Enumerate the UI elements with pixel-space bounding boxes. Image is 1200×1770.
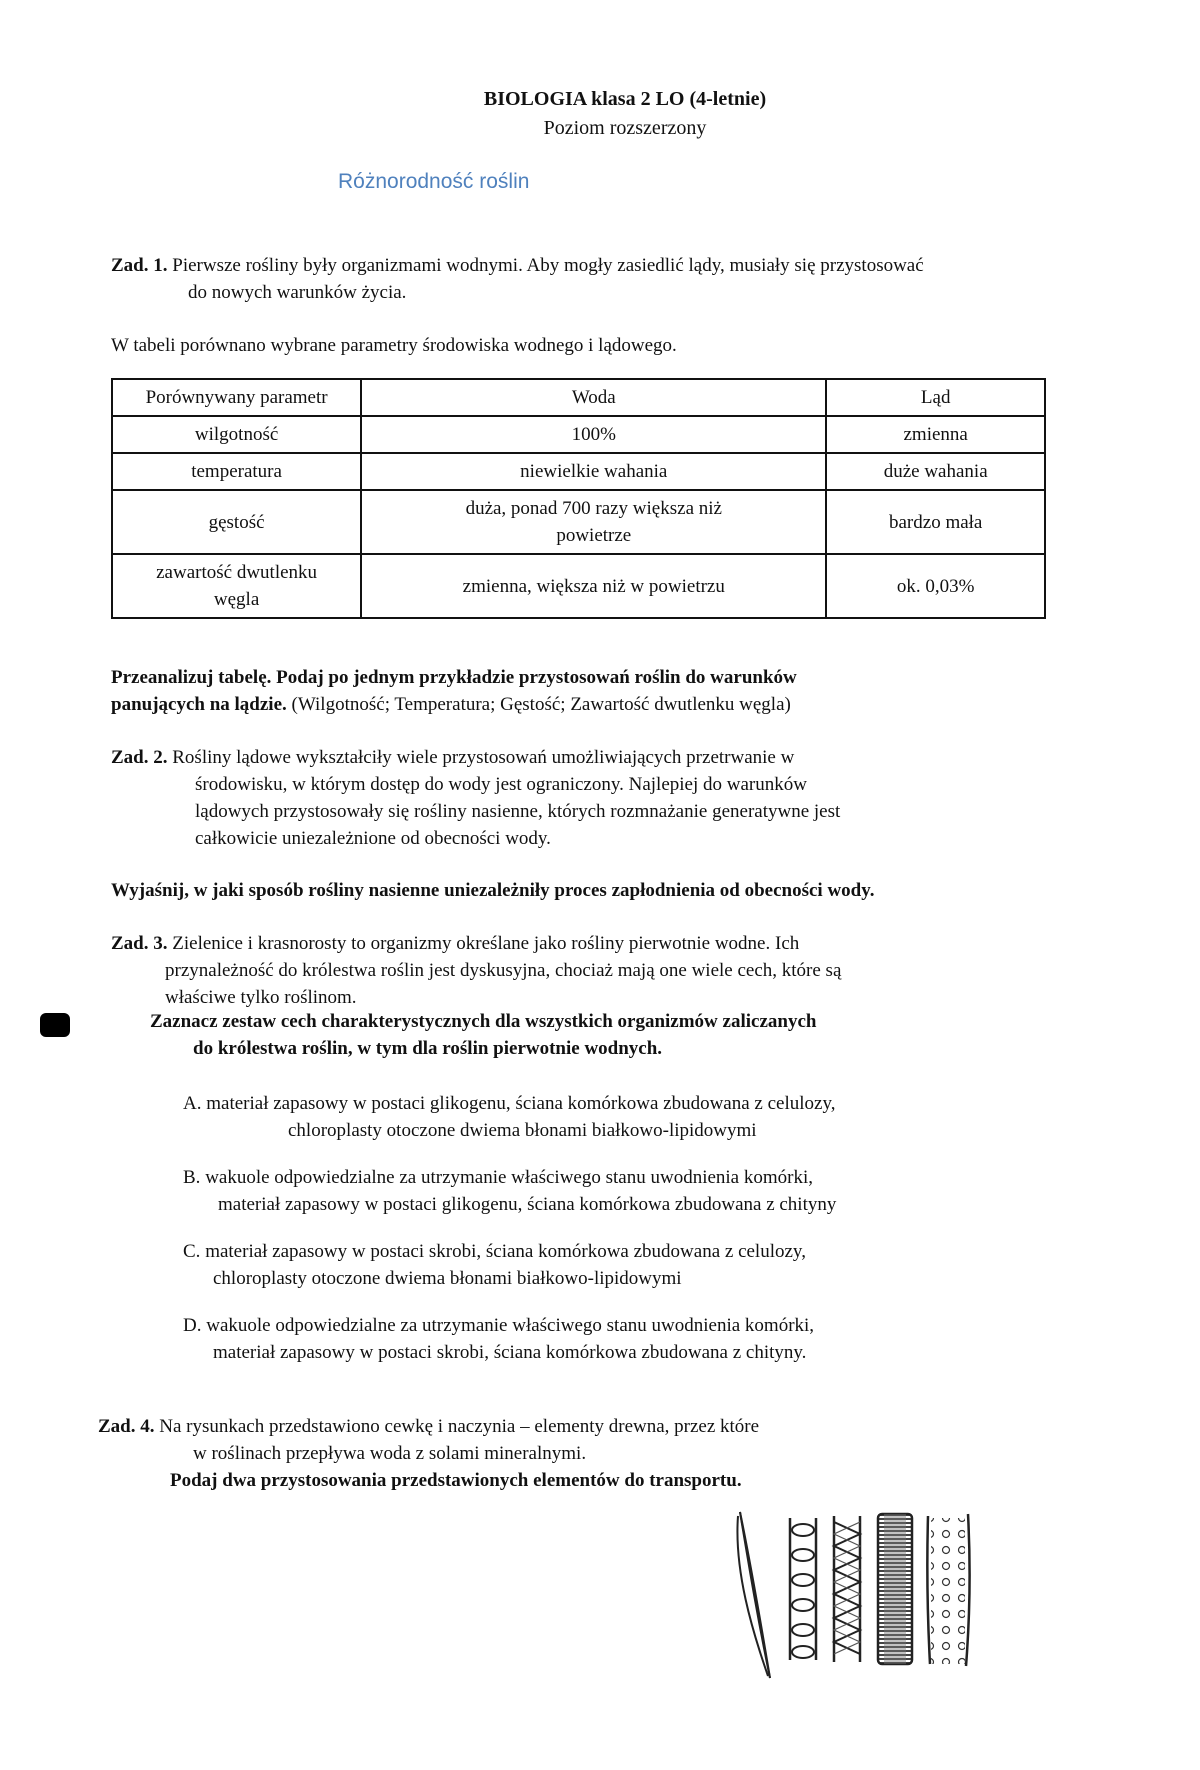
topic-heading: Różnorodność roślin (338, 170, 530, 193)
table-row (112, 453, 1045, 490)
zad2-task: Wyjaśnij, w jaki sposób rośliny nasienne uniezależniły proces zapłodnienia od obecności wody. (111, 880, 875, 901)
table-cell: 100% (361, 416, 826, 453)
zad1-task-line2 (111, 691, 791, 718)
table-row (112, 490, 1045, 554)
tracheid-drawing (737, 1512, 770, 1678)
table-cell: wilgotność (112, 416, 361, 453)
annular-vessel-drawing (790, 1518, 816, 1660)
table-cell: gęstość (112, 490, 361, 554)
zad3-task-line2: do królestwa roślin, w tym dla roślin pierwotnie wodnych. (193, 1038, 663, 1059)
option-letter: C. (183, 1241, 201, 1262)
option-text: materiał zapasowy w postaci skrobi, ściana komórkowa zbudowana z celulozy, (205, 1241, 806, 1262)
zad1-text-line2: do nowych warunków życia. (188, 282, 407, 303)
zad3-line3: właściwe tylko roślinom. (165, 987, 357, 1008)
table-row (112, 416, 1045, 453)
zad1-text-line1 (111, 252, 924, 279)
option-d-line2: materiał zapasowy w postaci skrobi, ściana komórkowa zbudowana z chityny. (213, 1342, 807, 1363)
zad4-label: Zad. 4. (98, 1416, 155, 1437)
zad2-line2: środowisku, w którym dostęp do wody jest ograniczony. Najlepiej do warunków (195, 774, 807, 795)
zad2-line3: lądowych przystosowały się rośliny nasienne, których rozmnażanie generatywne jest (195, 801, 841, 822)
table-header-cell: Ląd (826, 379, 1045, 416)
zad1-text: Pierwsze rośliny były organizmami wodnymi. Aby mogły zasiedlić lądy, musiały się przystosować (172, 255, 924, 276)
table-cell: duże wahania (826, 453, 1045, 490)
zad1-label: Zad. 1. (111, 255, 168, 276)
zad2-line4: całkowicie uniezależnione od obecności wody. (195, 828, 551, 849)
option-letter: B. (183, 1167, 201, 1188)
zad4-line2: w roślinach przepływa woda z solami mineralnymi. (193, 1443, 587, 1464)
table-cell: temperatura (112, 453, 361, 490)
table-cell: bardzo mała (826, 490, 1045, 554)
zad4-line1 (98, 1413, 759, 1440)
zad3-task-line1: Zaznacz zestaw cech charakterystycznych dla wszystkich organizmów zaliczanych (150, 1011, 817, 1032)
zad3-label: Zad. 3. (111, 933, 168, 954)
table-cell: zmienna, większa niż w powietrzu (361, 554, 826, 618)
table-cell: ok. 0,03% (826, 554, 1045, 618)
table-cell: zawartość dwutlenku węgla (112, 554, 361, 618)
margin-marker (40, 1013, 70, 1037)
zad1-task-line1: Przeanalizuj tabelę. Podaj po jednym przykładzie przystosowań roślin do warunków (111, 667, 797, 688)
zad1-task-hint: (Wilgotność; Temperatura; Gęstość; Zawartość dwutlenku węgla) (291, 694, 791, 715)
table-row (112, 554, 1045, 618)
option-letter: A. (183, 1093, 202, 1114)
pitted-vessel-drawing (927, 1514, 969, 1666)
table-header-cell: Woda (361, 379, 826, 416)
option-a[interactable] (183, 1090, 835, 1117)
option-letter: D. (183, 1315, 202, 1336)
option-c[interactable] (183, 1238, 806, 1265)
table-cell: niewielkie wahania (361, 453, 826, 490)
option-c-line2: chloroplasty otoczone dwiema błonami białkowo-lipidowymi (213, 1268, 682, 1289)
zad1-table-intro: W tabeli porównano wybrane parametry środowiska wodnego i lądowego. (111, 335, 677, 356)
document-subtitle: Poziom rozszerzony (543, 117, 707, 139)
table-header-row (112, 379, 1045, 416)
zad1-task-bold: panujących na lądzie. (111, 694, 287, 715)
document-title: BIOLOGIA klasa 2 LO (4-letnie) (483, 88, 767, 110)
option-b[interactable] (183, 1164, 813, 1191)
option-b-line2: materiał zapasowy w postaci glikogenu, ściana komórkowa zbudowana z chityny (218, 1194, 837, 1215)
table-cell: duża, ponad 700 razy większa niż powietrze (361, 490, 826, 554)
parameters-table (111, 378, 1046, 619)
table-cell: zmienna (826, 416, 1045, 453)
table-header-cell: Porównywany parametr (112, 379, 361, 416)
option-text: wakuole odpowiedzialne za utrzymanie właściwego stanu uwodnienia komórki, (205, 1167, 814, 1188)
option-text: materiał zapasowy w postaci glikogenu, ściana komórkowa zbudowana z celulozy, (206, 1093, 836, 1114)
zad3-line2: przynależność do królestwa roślin jest dyskusyjna, chociaż mają one wiele cech, które są (165, 960, 842, 981)
reticulate-vessel-drawing (878, 1514, 912, 1664)
zad3-text: Zielenice i krasnorosty to organizmy określane jako rośliny pierwotnie wodne. Ich (172, 933, 800, 954)
zad4-text: Na rysunkach przedstawiono cewkę i naczynia – elementy drewna, przez które (159, 1416, 760, 1437)
option-text: wakuole odpowiedzialne za utrzymanie właściwego stanu uwodnienia komórki, (206, 1315, 815, 1336)
zad2-text: Rośliny lądowe wykształciły wiele przystosowań umożliwiających przetrwanie w (172, 747, 795, 768)
option-a-line2: chloroplasty otoczone dwiema błonami białkowo-lipidowymi (288, 1120, 757, 1141)
zad2-line1 (111, 744, 794, 771)
zad3-line1 (111, 930, 799, 957)
option-d[interactable] (183, 1312, 814, 1339)
zad4-task: Podaj dwa przystosowania przedstawionych elementów do transportu. (170, 1470, 742, 1491)
spiral-vessel-drawing (834, 1516, 860, 1662)
xylem-elements-illustration (730, 1510, 1060, 1680)
zad2-label: Zad. 2. (111, 747, 168, 768)
